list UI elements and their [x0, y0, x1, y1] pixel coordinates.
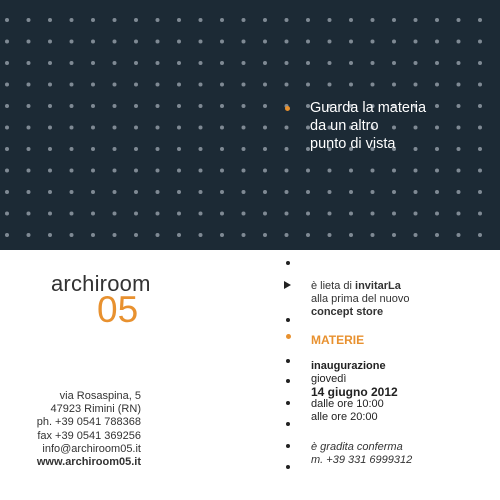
pattern-dot [414, 233, 418, 237]
pattern-dot [414, 190, 418, 194]
pattern-dot [27, 61, 31, 65]
pattern-dot [263, 18, 267, 22]
pattern-dot [414, 212, 418, 216]
pattern-dot [156, 147, 160, 151]
pattern-dot [5, 169, 9, 173]
pattern-dot [242, 18, 246, 22]
pattern-dot [134, 83, 138, 87]
pattern-dot [70, 126, 74, 130]
pattern-dot [48, 212, 52, 216]
pattern-dot [220, 147, 224, 151]
invite-line-3 [311, 306, 383, 319]
inauguration-to: alle ore 20:00 [311, 411, 378, 424]
pattern-dot [113, 40, 117, 44]
pattern-dot [156, 212, 160, 216]
pattern-dot [478, 104, 482, 108]
pattern-dot [349, 233, 353, 237]
pattern-dot [328, 40, 332, 44]
pattern-dot [5, 233, 9, 237]
tagline-line: Guarda la materia [310, 100, 427, 116]
pattern-dot [263, 169, 267, 173]
pattern-dot [457, 83, 461, 87]
bullet-icon [286, 444, 290, 448]
pattern-dot [328, 61, 332, 65]
pattern-dot [242, 233, 246, 237]
pattern-dot [392, 61, 396, 65]
pattern-dot [263, 147, 267, 151]
pattern-dot [392, 212, 396, 216]
pattern-dot [156, 233, 160, 237]
pattern-dot [113, 212, 117, 216]
pattern-dot [134, 126, 138, 130]
pattern-dot [285, 190, 289, 194]
bullet-icon [286, 359, 290, 363]
pattern-dot [457, 40, 461, 44]
address-block [30, 390, 141, 469]
pattern-dot [48, 40, 52, 44]
pattern-dot [27, 83, 31, 87]
pattern-dot [91, 169, 95, 173]
pattern-dot [113, 104, 117, 108]
pattern-dot [285, 169, 289, 173]
pattern-dot [306, 190, 310, 194]
inauguration-title: inaugurazione [311, 360, 386, 372]
pattern-dot [70, 18, 74, 22]
pattern-dot [70, 61, 74, 65]
pattern-dot [156, 40, 160, 44]
pattern-dot [5, 104, 9, 108]
tagline-bullet-icon [285, 106, 290, 111]
pattern-dot [91, 233, 95, 237]
pattern-dot [27, 126, 31, 130]
pattern-dot [263, 40, 267, 44]
pattern-dot [134, 61, 138, 65]
pattern-dot [371, 61, 375, 65]
pattern-dot [48, 18, 52, 22]
pattern-dot [478, 126, 482, 130]
tagline-line: da un altro [310, 118, 379, 134]
pattern-dot [435, 40, 439, 44]
pattern-dot [70, 40, 74, 44]
pattern-dot [27, 40, 31, 44]
pattern-dot [285, 83, 289, 87]
pattern-dot [349, 18, 353, 22]
pattern-dot [328, 212, 332, 216]
pattern-dot [392, 233, 396, 237]
pattern-dot [242, 126, 246, 130]
address-phone: ph. +39 0541 788368 [36, 416, 141, 429]
pattern-dot [199, 18, 203, 22]
pattern-dot [371, 40, 375, 44]
pattern-dot [134, 190, 138, 194]
pattern-dot [27, 104, 31, 108]
invite-bold: invitarLa [355, 280, 401, 292]
invite-pre: è lieta di [311, 280, 356, 292]
inauguration-block [311, 360, 398, 424]
pattern-dot [91, 18, 95, 22]
inauguration-date: 14 giugno 2012 [311, 384, 398, 399]
pattern-dot [435, 147, 439, 151]
pattern-dot [457, 61, 461, 65]
pattern-dot [242, 104, 246, 108]
bullet-icon [286, 379, 290, 383]
pattern-dot [306, 212, 310, 216]
pattern-dot [457, 126, 461, 130]
inauguration-day: giovedì [311, 372, 347, 385]
pattern-dot [435, 233, 439, 237]
tagline [310, 99, 426, 153]
pattern-dot [457, 233, 461, 237]
pattern-dot [48, 83, 52, 87]
pattern-dot [27, 18, 31, 22]
pattern-dot [478, 233, 482, 237]
pattern-dot [156, 61, 160, 65]
pattern-dot [478, 147, 482, 151]
pattern-dot [242, 83, 246, 87]
pattern-dot [220, 40, 224, 44]
bullet-icon [286, 422, 290, 426]
pattern-dot [263, 233, 267, 237]
pattern-dot [70, 233, 74, 237]
pattern-dot [371, 18, 375, 22]
pattern-dot [414, 40, 418, 44]
pattern-dot [5, 40, 9, 44]
pattern-dot [91, 126, 95, 130]
pattern-dot [91, 40, 95, 44]
pattern-dot [328, 18, 332, 22]
pattern-dot [177, 147, 181, 151]
address-street: via Rosaspina, 5 [59, 390, 141, 402]
pattern-dot [156, 83, 160, 87]
pattern-dot [27, 147, 31, 151]
pattern-dot [177, 126, 181, 130]
pattern-dot [91, 61, 95, 65]
pattern-dot [242, 147, 246, 151]
pattern-dot [134, 212, 138, 216]
pattern-dot [435, 18, 439, 22]
pattern-dot [414, 61, 418, 65]
pattern-dot [220, 18, 224, 22]
pattern-dot [220, 212, 224, 216]
rsvp-block [311, 441, 412, 467]
pattern-dot [242, 169, 246, 173]
pattern-dot [220, 126, 224, 130]
invite-line-2: alla prima del nuovo [311, 293, 410, 305]
pattern-dot [285, 126, 289, 130]
pattern-dot [48, 61, 52, 65]
pattern-dot [349, 83, 353, 87]
pattern-dot [5, 126, 9, 130]
pattern-dot [220, 190, 224, 194]
pattern-dot [478, 40, 482, 44]
pattern-dot [113, 61, 117, 65]
pattern-dot [478, 212, 482, 216]
pattern-dot [48, 147, 52, 151]
pattern-dot [285, 212, 289, 216]
pattern-dot [199, 147, 203, 151]
pattern-dot [27, 212, 31, 216]
pattern-dot [70, 190, 74, 194]
inauguration-from: dalle ore 10:00 [311, 398, 384, 411]
pattern-dot [113, 169, 117, 173]
pattern-dot [285, 61, 289, 65]
pattern-dot [306, 83, 310, 87]
pattern-dot [177, 190, 181, 194]
pattern-dot [177, 212, 181, 216]
pattern-dot [199, 126, 203, 130]
bullet-icon [286, 261, 290, 265]
pattern-dot [113, 83, 117, 87]
pattern-dot [5, 18, 9, 22]
pattern-dot [5, 212, 9, 216]
pattern-dot [435, 212, 439, 216]
pattern-dot [457, 104, 461, 108]
invite-line [311, 280, 401, 293]
pattern-dot [435, 104, 439, 108]
pattern-dot [48, 126, 52, 130]
pattern-dot [392, 40, 396, 44]
pattern-dot [457, 212, 461, 216]
pattern-dot [177, 61, 181, 65]
event-name: MATERIE [311, 333, 365, 347]
pattern-dot [435, 61, 439, 65]
pattern-dot [306, 40, 310, 44]
arrow-right-icon [284, 281, 291, 289]
pattern-dot [91, 83, 95, 87]
bullet-icon [286, 401, 290, 405]
pattern-dot [220, 104, 224, 108]
pattern-dot [242, 40, 246, 44]
pattern-dot [478, 190, 482, 194]
pattern-dot [70, 212, 74, 216]
pattern-dot [134, 147, 138, 151]
pattern-dot [156, 18, 160, 22]
pattern-dot [156, 104, 160, 108]
pattern-dot [220, 233, 224, 237]
brand-name: archiroom [51, 271, 151, 296]
pattern-dot [220, 169, 224, 173]
pattern-dot [113, 126, 117, 130]
pattern-dot [91, 147, 95, 151]
pattern-dot [392, 190, 396, 194]
pattern-dot [349, 169, 353, 173]
pattern-dot [435, 190, 439, 194]
materie-bullet-icon [286, 334, 291, 339]
address-email[interactable]: info@archiroom05.it [42, 442, 141, 455]
pattern-dot [328, 169, 332, 173]
pattern-dot [285, 233, 289, 237]
pattern-dot [371, 169, 375, 173]
pattern-dot [70, 104, 74, 108]
pattern-dot [220, 83, 224, 87]
concept-store: concept store [311, 306, 384, 318]
pattern-dot [371, 212, 375, 216]
pattern-dot [177, 83, 181, 87]
pattern-dot [220, 61, 224, 65]
pattern-dot [113, 233, 117, 237]
pattern-dot [177, 104, 181, 108]
pattern-dot [48, 169, 52, 173]
pattern-dot [91, 212, 95, 216]
pattern-dot [91, 190, 95, 194]
pattern-dot [414, 18, 418, 22]
pattern-dot [478, 18, 482, 22]
pattern-dot [177, 169, 181, 173]
pattern-dot [91, 104, 95, 108]
pattern-dot [134, 169, 138, 173]
pattern-dot [48, 190, 52, 194]
bullet-icon [286, 318, 290, 322]
rsvp-text: è gradita conferma [311, 441, 403, 453]
pattern-dot [414, 83, 418, 87]
pattern-dot [414, 169, 418, 173]
pattern-dot [457, 147, 461, 151]
pattern-dot [349, 61, 353, 65]
pattern-dot [285, 18, 289, 22]
pattern-dot [134, 18, 138, 22]
pattern-dot [306, 61, 310, 65]
pattern-dot [27, 169, 31, 173]
pattern-dot [328, 233, 332, 237]
pattern-dot [113, 147, 117, 151]
pattern-dot [285, 40, 289, 44]
pattern-dot [113, 18, 117, 22]
pattern-dot [242, 61, 246, 65]
pattern-dot [199, 169, 203, 173]
pattern-dot [306, 169, 310, 173]
pattern-dot [392, 169, 396, 173]
pattern-dot [478, 83, 482, 87]
pattern-dot [306, 18, 310, 22]
pattern-dot [156, 190, 160, 194]
pattern-dot [435, 169, 439, 173]
pattern-dot [242, 190, 246, 194]
pattern-dot [435, 83, 439, 87]
pattern-dot [199, 83, 203, 87]
pattern-dot [263, 61, 267, 65]
pattern-dot [5, 83, 9, 87]
pattern-dot [263, 83, 267, 87]
pattern-dot [70, 147, 74, 151]
pattern-dot [306, 233, 310, 237]
pattern-dot [371, 233, 375, 237]
pattern-dot [263, 190, 267, 194]
pattern-dot [199, 233, 203, 237]
pattern-dot [156, 126, 160, 130]
pattern-dot [134, 40, 138, 44]
address-city: 47923 Rimini (RN) [50, 403, 141, 416]
pattern-dot [156, 169, 160, 173]
pattern-dot [349, 190, 353, 194]
pattern-dot [478, 169, 482, 173]
rsvp-phone[interactable]: m. +39 331 6999312 [311, 454, 413, 466]
pattern-dot [242, 212, 246, 216]
pattern-dot [70, 83, 74, 87]
pattern-dot [328, 190, 332, 194]
tagline-line: punto di vista [310, 136, 396, 152]
address-fax: fax +39 0541 369256 [37, 429, 141, 442]
pattern-dot [349, 40, 353, 44]
pattern-dot [263, 126, 267, 130]
pattern-dot [177, 40, 181, 44]
pattern-dot [199, 212, 203, 216]
pattern-dot [457, 18, 461, 22]
pattern-dot [134, 233, 138, 237]
pattern-dot [27, 233, 31, 237]
pattern-dot [371, 190, 375, 194]
pattern-dot [48, 233, 52, 237]
pattern-dot [435, 126, 439, 130]
pattern-dot [27, 190, 31, 194]
pattern-dot [5, 190, 9, 194]
pattern-dot [199, 190, 203, 194]
pattern-dot [263, 104, 267, 108]
pattern-dot [5, 147, 9, 151]
pattern-dot [199, 61, 203, 65]
pattern-dot [392, 83, 396, 87]
pattern-dot [70, 169, 74, 173]
pattern-dot [177, 233, 181, 237]
pattern-dot [199, 40, 203, 44]
pattern-dot [48, 104, 52, 108]
pattern-dot [371, 83, 375, 87]
pattern-dot [478, 61, 482, 65]
pattern-dot [328, 83, 332, 87]
website-link[interactable]: www.archiroom05.it [36, 456, 141, 469]
pattern-dot [5, 61, 9, 65]
pattern-dot [199, 104, 203, 108]
pattern-dot [349, 212, 353, 216]
pattern-dot [134, 104, 138, 108]
pattern-dot [392, 18, 396, 22]
brand-number: 05 [97, 289, 139, 330]
pattern-dot [457, 169, 461, 173]
pattern-dot [113, 190, 117, 194]
pattern-dot [285, 147, 289, 151]
bullet-icon [286, 465, 290, 469]
pattern-dot [177, 18, 181, 22]
pattern-dot [263, 212, 267, 216]
pattern-dot [457, 190, 461, 194]
